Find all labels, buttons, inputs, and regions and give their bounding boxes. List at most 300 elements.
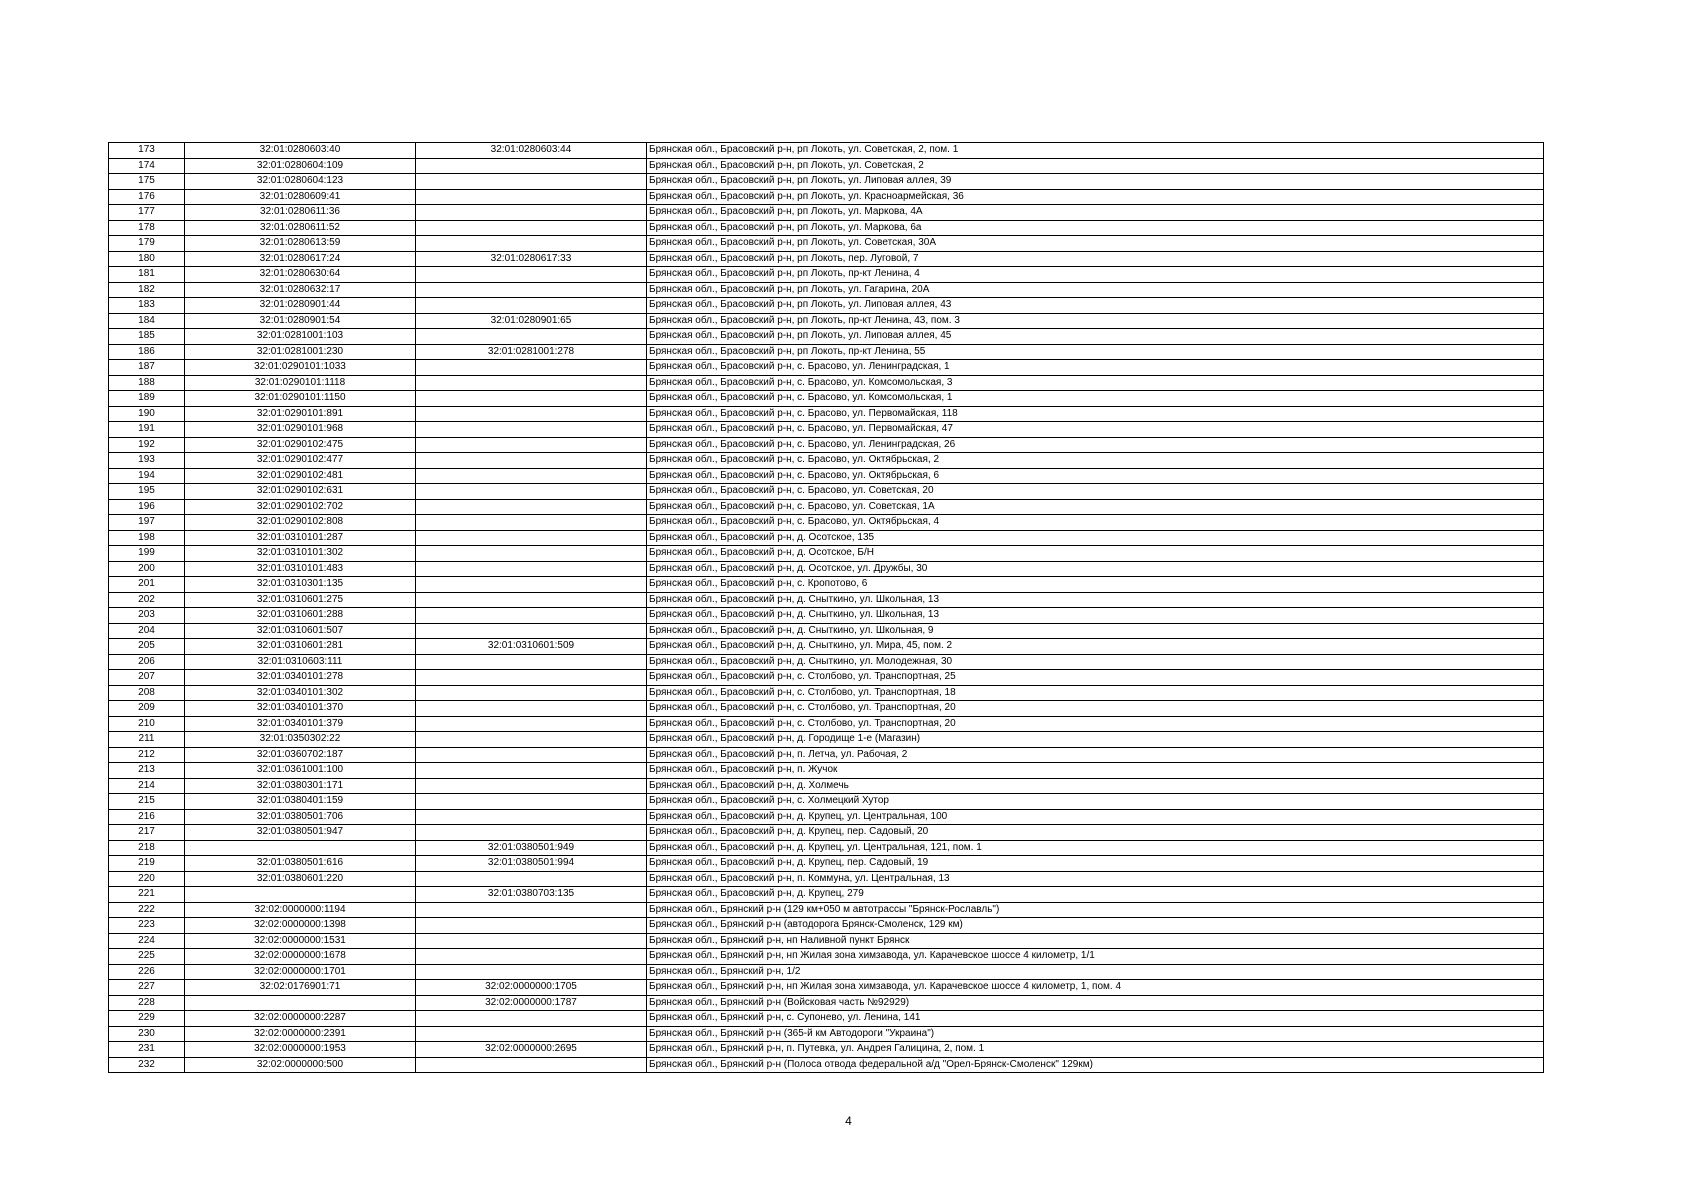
property-register-table <box>108 142 1544 1073</box>
address-cell: Брянская обл., Брянский р-н, нп Жилая зона химзавода, ул. Карачевское шоссе 4 километр, 1, пом. 4 <box>647 980 1544 996</box>
row-number-cell: 190 <box>109 406 185 422</box>
table-row <box>109 902 1544 918</box>
linked-cadastral-number-cell <box>416 608 647 624</box>
cadastral-number-cell: 32:01:0380301:171 <box>185 778 416 794</box>
table-row <box>109 763 1544 779</box>
cadastral-number-cell: 32:01:0280604:123 <box>185 174 416 190</box>
linked-cadastral-number-cell <box>416 623 647 639</box>
table-row <box>109 980 1544 996</box>
address-cell: Брянская обл., Брасовский р-н, с. Брасово, ул. Ленинградская, 1 <box>647 360 1544 376</box>
linked-cadastral-number-cell <box>416 282 647 298</box>
table-row <box>109 189 1544 205</box>
row-number-cell: 194 <box>109 468 185 484</box>
cadastral-number-cell: 32:01:0280609:41 <box>185 189 416 205</box>
linked-cadastral-number-cell: 32:01:0280603:44 <box>416 143 647 159</box>
cadastral-number-cell: 32:01:0290101:1150 <box>185 391 416 407</box>
row-number-cell: 185 <box>109 329 185 345</box>
cadastral-number-cell: 32:01:0310603:111 <box>185 654 416 670</box>
cadastral-number-cell: 32:01:0280613:59 <box>185 236 416 252</box>
cadastral-number-cell: 32:01:0310101:302 <box>185 546 416 562</box>
address-cell: Брянская обл., Брянский р-н, п. Путевка, ул. Андрея Галицина, 2, пом. 1 <box>647 1042 1544 1058</box>
table-row <box>109 546 1544 562</box>
address-cell: Брянская обл., Брасовский р-н, с. Столбово, ул. Транспортная, 20 <box>647 716 1544 732</box>
cadastral-number-cell: 32:02:0000000:1701 <box>185 964 416 980</box>
linked-cadastral-number-cell <box>416 902 647 918</box>
row-number-cell: 181 <box>109 267 185 283</box>
linked-cadastral-number-cell <box>416 747 647 763</box>
address-cell: Брянская обл., Брасовский р-н, д. Крупец, 279 <box>647 887 1544 903</box>
table-row <box>109 964 1544 980</box>
address-cell: Брянская обл., Брасовский р-н, рп Локоть, ул. Советская, 30А <box>647 236 1544 252</box>
linked-cadastral-number-cell <box>416 685 647 701</box>
cadastral-number-cell: 32:02:0176901:71 <box>185 980 416 996</box>
cadastral-number-cell <box>185 840 416 856</box>
row-number-cell: 177 <box>109 205 185 221</box>
table-row <box>109 701 1544 717</box>
row-number-cell: 203 <box>109 608 185 624</box>
table-row <box>109 1057 1544 1073</box>
address-cell: Брянская обл., Брянский р-н, нп Наливной пункт Брянск <box>647 933 1544 949</box>
linked-cadastral-number-cell <box>416 654 647 670</box>
linked-cadastral-number-cell <box>416 546 647 562</box>
cadastral-number-cell: 32:01:0380401:159 <box>185 794 416 810</box>
linked-cadastral-number-cell <box>416 763 647 779</box>
row-number-cell: 210 <box>109 716 185 732</box>
linked-cadastral-number-cell <box>416 794 647 810</box>
row-number-cell: 182 <box>109 282 185 298</box>
row-number-cell: 188 <box>109 375 185 391</box>
row-number-cell: 201 <box>109 577 185 593</box>
table-row <box>109 344 1544 360</box>
linked-cadastral-number-cell <box>416 205 647 221</box>
table-row <box>109 856 1544 872</box>
address-cell: Брянская обл., Брасовский р-н, п. Коммуна, ул. Центральная, 13 <box>647 871 1544 887</box>
address-cell: Брянская обл., Брасовский р-н, с. Брасово, ул. Первомайская, 118 <box>647 406 1544 422</box>
linked-cadastral-number-cell <box>416 825 647 841</box>
linked-cadastral-number-cell: 32:01:0281001:278 <box>416 344 647 360</box>
address-cell: Брянская обл., Брасовский р-н, п. Летча, ул. Рабочая, 2 <box>647 747 1544 763</box>
cadastral-number-cell: 32:02:0000000:2287 <box>185 1011 416 1027</box>
linked-cadastral-number-cell <box>416 592 647 608</box>
linked-cadastral-number-cell <box>416 189 647 205</box>
linked-cadastral-number-cell <box>416 329 647 345</box>
linked-cadastral-number-cell <box>416 716 647 732</box>
cadastral-number-cell: 32:01:0380501:616 <box>185 856 416 872</box>
table-row <box>109 220 1544 236</box>
linked-cadastral-number-cell <box>416 933 647 949</box>
cadastral-number-cell: 32:01:0280901:44 <box>185 298 416 314</box>
table-row <box>109 1042 1544 1058</box>
row-number-cell: 216 <box>109 809 185 825</box>
cadastral-number-cell: 32:01:0280632:17 <box>185 282 416 298</box>
row-number-cell: 228 <box>109 995 185 1011</box>
table-row <box>109 608 1544 624</box>
cadastral-number-cell: 32:01:0340101:370 <box>185 701 416 717</box>
cadastral-number-cell: 32:01:0310301:135 <box>185 577 416 593</box>
row-number-cell: 217 <box>109 825 185 841</box>
row-number-cell: 221 <box>109 887 185 903</box>
cadastral-number-cell: 32:02:0000000:1398 <box>185 918 416 934</box>
row-number-cell: 232 <box>109 1057 185 1073</box>
row-number-cell: 187 <box>109 360 185 376</box>
address-cell: Брянская обл., Брасовский р-н, д. Сныткино, ул. Школьная, 9 <box>647 623 1544 639</box>
table-row <box>109 1026 1544 1042</box>
address-cell: Брянская обл., Брасовский р-н, д. Крупец, пер. Садовый, 20 <box>647 825 1544 841</box>
cadastral-number-cell: 32:01:0361001:100 <box>185 763 416 779</box>
table-row <box>109 670 1544 686</box>
table-row <box>109 468 1544 484</box>
row-number-cell: 175 <box>109 174 185 190</box>
linked-cadastral-number-cell: 32:02:0000000:2695 <box>416 1042 647 1058</box>
cadastral-number-cell: 32:01:0310601:507 <box>185 623 416 639</box>
linked-cadastral-number-cell <box>416 515 647 531</box>
table-row <box>109 778 1544 794</box>
address-cell: Брянская обл., Брасовский р-н, д. Сныткино, ул. Школьная, 13 <box>647 592 1544 608</box>
row-number-cell: 208 <box>109 685 185 701</box>
linked-cadastral-number-cell <box>416 375 647 391</box>
cadastral-number-cell: 32:01:0290102:702 <box>185 499 416 515</box>
cadastral-number-cell: 32:01:0280611:52 <box>185 220 416 236</box>
linked-cadastral-number-cell: 32:01:0280617:33 <box>416 251 647 267</box>
cadastral-number-cell: 32:01:0290101:968 <box>185 422 416 438</box>
linked-cadastral-number-cell <box>416 453 647 469</box>
address-cell: Брянская обл., Брасовский р-н, рп Локоть, ул. Маркова, 6а <box>647 220 1544 236</box>
table-row <box>109 453 1544 469</box>
row-number-cell: 219 <box>109 856 185 872</box>
table-row <box>109 592 1544 608</box>
cadastral-number-cell: 32:01:0380501:706 <box>185 809 416 825</box>
cadastral-number-cell: 32:01:0280604:109 <box>185 158 416 174</box>
cadastral-number-cell: 32:01:0290101:1033 <box>185 360 416 376</box>
linked-cadastral-number-cell <box>416 964 647 980</box>
table-row <box>109 158 1544 174</box>
table-row <box>109 484 1544 500</box>
linked-cadastral-number-cell <box>416 949 647 965</box>
address-cell: Брянская обл., Брасовский р-н, рп Локоть, ул. Маркова, 4А <box>647 205 1544 221</box>
address-cell: Брянская обл., Брасовский р-н, рп Локоть, ул. Советская, 2, пом. 1 <box>647 143 1544 159</box>
page-number: 4 <box>845 1114 852 1128</box>
row-number-cell: 192 <box>109 437 185 453</box>
cadastral-number-cell: 32:01:0280901:54 <box>185 313 416 329</box>
cadastral-number-cell <box>185 887 416 903</box>
linked-cadastral-number-cell <box>416 530 647 546</box>
row-number-cell: 198 <box>109 530 185 546</box>
row-number-cell: 173 <box>109 143 185 159</box>
cadastral-number-cell: 32:01:0290101:891 <box>185 406 416 422</box>
row-number-cell: 176 <box>109 189 185 205</box>
row-number-cell: 206 <box>109 654 185 670</box>
linked-cadastral-number-cell <box>416 778 647 794</box>
row-number-cell: 179 <box>109 236 185 252</box>
cadastral-number-cell: 32:02:0000000:1953 <box>185 1042 416 1058</box>
address-cell: Брянская обл., Брасовский р-н, рп Локоть, пр-кт Ленина, 55 <box>647 344 1544 360</box>
table-row <box>109 422 1544 438</box>
cadastral-number-cell: 32:01:0380601:220 <box>185 871 416 887</box>
linked-cadastral-number-cell <box>416 1011 647 1027</box>
linked-cadastral-number-cell <box>416 391 647 407</box>
table-row <box>109 437 1544 453</box>
address-cell: Брянская обл., Брянский р-н (Полоса отвода федеральной а/д "Орел-Брянск-Смоленск" 129км) <box>647 1057 1544 1073</box>
address-cell: Брянская обл., Брасовский р-н, п. Жучок <box>647 763 1544 779</box>
row-number-cell: 212 <box>109 747 185 763</box>
table-row <box>109 871 1544 887</box>
cadastral-number-cell: 32:02:0000000:1194 <box>185 902 416 918</box>
row-number-cell: 191 <box>109 422 185 438</box>
cadastral-number-cell: 32:01:0290102:808 <box>185 515 416 531</box>
cadastral-number-cell: 32:01:0310601:288 <box>185 608 416 624</box>
address-cell: Брянская обл., Брянский р-н (129 км+050 м автотрассы "Брянск-Рославль") <box>647 902 1544 918</box>
row-number-cell: 196 <box>109 499 185 515</box>
row-number-cell: 205 <box>109 639 185 655</box>
row-number-cell: 178 <box>109 220 185 236</box>
address-cell: Брянская обл., Брасовский р-н, с. Столбово, ул. Транспортная, 25 <box>647 670 1544 686</box>
table-row <box>109 716 1544 732</box>
table-row <box>109 577 1544 593</box>
cadastral-number-cell: 32:01:0340101:379 <box>185 716 416 732</box>
linked-cadastral-number-cell <box>416 918 647 934</box>
linked-cadastral-number-cell <box>416 484 647 500</box>
address-cell: Брянская обл., Брасовский р-н, д. Сныткино, ул. Молодежная, 30 <box>647 654 1544 670</box>
row-number-cell: 204 <box>109 623 185 639</box>
cadastral-number-cell: 32:01:0290102:477 <box>185 453 416 469</box>
table-row <box>109 391 1544 407</box>
address-cell: Брянская обл., Брасовский р-н, рп Локоть, пр-кт Ленина, 4 <box>647 267 1544 283</box>
cadastral-number-cell <box>185 995 416 1011</box>
row-number-cell: 220 <box>109 871 185 887</box>
linked-cadastral-number-cell: 32:01:0380501:949 <box>416 840 647 856</box>
row-number-cell: 214 <box>109 778 185 794</box>
table-row <box>109 267 1544 283</box>
address-cell: Брянская обл., Брасовский р-н, рп Локоть, ул. Липовая аллея, 45 <box>647 329 1544 345</box>
address-cell: Брянская обл., Брасовский р-н, с. Столбово, ул. Транспортная, 20 <box>647 701 1544 717</box>
table-row <box>109 561 1544 577</box>
row-number-cell: 211 <box>109 732 185 748</box>
cadastral-number-cell: 32:02:0000000:500 <box>185 1057 416 1073</box>
table-row <box>109 639 1544 655</box>
table-row <box>109 949 1544 965</box>
table-row <box>109 174 1544 190</box>
linked-cadastral-number-cell: 32:01:0380703:135 <box>416 887 647 903</box>
cadastral-number-cell: 32:01:0380501:947 <box>185 825 416 841</box>
row-number-cell: 180 <box>109 251 185 267</box>
address-cell: Брянская обл., Брасовский р-н, д. Холмечь <box>647 778 1544 794</box>
row-number-cell: 207 <box>109 670 185 686</box>
cadastral-number-cell: 32:01:0290102:631 <box>185 484 416 500</box>
table-row <box>109 623 1544 639</box>
table-row <box>109 1011 1544 1027</box>
linked-cadastral-number-cell <box>416 422 647 438</box>
table-row <box>109 825 1544 841</box>
row-number-cell: 226 <box>109 964 185 980</box>
cadastral-number-cell: 32:01:0290101:1118 <box>185 375 416 391</box>
cadastral-number-cell: 32:02:0000000:2391 <box>185 1026 416 1042</box>
address-cell: Брянская обл., Брасовский р-н, с. Брасово, ул. Комсомольская, 3 <box>647 375 1544 391</box>
table-row <box>109 329 1544 345</box>
table-row <box>109 918 1544 934</box>
table-row <box>109 313 1544 329</box>
table-row <box>109 654 1544 670</box>
linked-cadastral-number-cell <box>416 174 647 190</box>
row-number-cell: 184 <box>109 313 185 329</box>
linked-cadastral-number-cell <box>416 499 647 515</box>
table-row <box>109 515 1544 531</box>
row-number-cell: 213 <box>109 763 185 779</box>
address-cell: Брянская обл., Брасовский р-н, рп Локоть, пер. Луговой, 7 <box>647 251 1544 267</box>
linked-cadastral-number-cell: 32:02:0000000:1787 <box>416 995 647 1011</box>
linked-cadastral-number-cell <box>416 732 647 748</box>
linked-cadastral-number-cell <box>416 437 647 453</box>
table-row <box>109 375 1544 391</box>
address-cell: Брянская обл., Брасовский р-н, с. Брасово, ул. Октябрьская, 2 <box>647 453 1544 469</box>
address-cell: Брянская обл., Брянский р-н, с. Супонево, ул. Ленина, 141 <box>647 1011 1544 1027</box>
address-cell: Брянская обл., Брасовский р-н, д. Осотское, Б/Н <box>647 546 1544 562</box>
cadastral-number-cell: 32:01:0281001:230 <box>185 344 416 360</box>
address-cell: Брянская обл., Брасовский р-н, рп Локоть, ул. Советская, 2 <box>647 158 1544 174</box>
cadastral-number-cell: 32:01:0310601:275 <box>185 592 416 608</box>
row-number-cell: 193 <box>109 453 185 469</box>
address-cell: Брянская обл., Брасовский р-н, с. Столбово, ул. Транспортная, 18 <box>647 685 1544 701</box>
table-row <box>109 995 1544 1011</box>
table-row <box>109 406 1544 422</box>
table-row <box>109 794 1544 810</box>
linked-cadastral-number-cell <box>416 1057 647 1073</box>
cadastral-number-cell: 32:01:0340101:278 <box>185 670 416 686</box>
cadastral-number-cell: 32:01:0280630:64 <box>185 267 416 283</box>
cadastral-number-cell: 32:01:0310101:483 <box>185 561 416 577</box>
address-cell: Брянская обл., Брасовский р-н, д. Крупец, пер. Садовый, 19 <box>647 856 1544 872</box>
table-row <box>109 143 1544 159</box>
linked-cadastral-number-cell <box>416 267 647 283</box>
row-number-cell: 225 <box>109 949 185 965</box>
cadastral-number-cell: 32:01:0280617:24 <box>185 251 416 267</box>
address-cell: Брянская обл., Брасовский р-н, с. Брасово, ул. Ленинградская, 26 <box>647 437 1544 453</box>
row-number-cell: 231 <box>109 1042 185 1058</box>
row-number-cell: 183 <box>109 298 185 314</box>
address-cell: Брянская обл., Брасовский р-н, с. Брасово, ул. Октябрьская, 4 <box>647 515 1544 531</box>
linked-cadastral-number-cell <box>416 701 647 717</box>
linked-cadastral-number-cell: 32:01:0280901:65 <box>416 313 647 329</box>
cadastral-number-cell: 32:01:0290102:475 <box>185 437 416 453</box>
table-row <box>109 205 1544 221</box>
address-cell: Брянская обл., Брасовский р-н, с. Кропотово, 6 <box>647 577 1544 593</box>
address-cell: Брянская обл., Брянский р-н (365-й км Автодороги "Украина") <box>647 1026 1544 1042</box>
linked-cadastral-number-cell <box>416 577 647 593</box>
address-cell: Брянская обл., Брасовский р-н, рп Локоть, ул. Липовая аллея, 43 <box>647 298 1544 314</box>
address-cell: Брянская обл., Брасовский р-н, д. Осотское, ул. Дружбы, 30 <box>647 561 1544 577</box>
address-cell: Брянская обл., Брасовский р-н, с. Брасово, ул. Советская, 20 <box>647 484 1544 500</box>
row-number-cell: 200 <box>109 561 185 577</box>
table-row <box>109 360 1544 376</box>
address-cell: Брянская обл., Брянский р-н, 1/2 <box>647 964 1544 980</box>
address-cell: Брянская обл., Брасовский р-н, д. Крупец, ул. Центральная, 121, пом. 1 <box>647 840 1544 856</box>
linked-cadastral-number-cell <box>416 468 647 484</box>
table-row <box>109 282 1544 298</box>
table-row <box>109 236 1544 252</box>
linked-cadastral-number-cell <box>416 871 647 887</box>
cadastral-number-cell: 32:01:0360702:187 <box>185 747 416 763</box>
cadastral-number-cell: 32:01:0310601:281 <box>185 639 416 655</box>
table-row <box>109 840 1544 856</box>
row-number-cell: 209 <box>109 701 185 717</box>
table-row <box>109 499 1544 515</box>
address-cell: Брянская обл., Брасовский р-н, д. Сныткино, ул. Школьная, 13 <box>647 608 1544 624</box>
linked-cadastral-number-cell: 32:02:0000000:1705 <box>416 980 647 996</box>
linked-cadastral-number-cell <box>416 406 647 422</box>
linked-cadastral-number-cell: 32:01:0380501:994 <box>416 856 647 872</box>
address-cell: Брянская обл., Брасовский р-н, с. Брасово, ул. Октябрьская, 6 <box>647 468 1544 484</box>
row-number-cell: 218 <box>109 840 185 856</box>
table-row <box>109 809 1544 825</box>
address-cell: Брянская обл., Брасовский р-н, д. Сныткино, ул. Мира, 45, пом. 2 <box>647 639 1544 655</box>
table-row <box>109 251 1544 267</box>
address-cell: Брянская обл., Брасовский р-н, с. Брасово, ул. Советская, 1А <box>647 499 1544 515</box>
linked-cadastral-number-cell <box>416 158 647 174</box>
linked-cadastral-number-cell <box>416 561 647 577</box>
row-number-cell: 215 <box>109 794 185 810</box>
row-number-cell: 199 <box>109 546 185 562</box>
linked-cadastral-number-cell <box>416 236 647 252</box>
address-cell: Брянская обл., Брасовский р-н, с. Брасово, ул. Первомайская, 47 <box>647 422 1544 438</box>
row-number-cell: 189 <box>109 391 185 407</box>
table-row <box>109 530 1544 546</box>
table-row <box>109 685 1544 701</box>
address-cell: Брянская обл., Брасовский р-н, с. Холмецкий Хутор <box>647 794 1544 810</box>
linked-cadastral-number-cell <box>416 1026 647 1042</box>
address-cell: Брянская обл., Брасовский р-н, рп Локоть, ул. Липовая аллея, 39 <box>647 174 1544 190</box>
address-cell: Брянская обл., Брасовский р-н, д. Осотское, 135 <box>647 530 1544 546</box>
table-row <box>109 933 1544 949</box>
table-row <box>109 887 1544 903</box>
address-cell: Брянская обл., Брасовский р-н, с. Брасово, ул. Комсомольская, 1 <box>647 391 1544 407</box>
table-row <box>109 298 1544 314</box>
row-number-cell: 230 <box>109 1026 185 1042</box>
table-row <box>109 747 1544 763</box>
cadastral-number-cell: 32:01:0281001:103 <box>185 329 416 345</box>
cadastral-number-cell: 32:02:0000000:1531 <box>185 933 416 949</box>
row-number-cell: 174 <box>109 158 185 174</box>
linked-cadastral-number-cell <box>416 670 647 686</box>
cadastral-number-cell: 32:01:0280611:36 <box>185 205 416 221</box>
row-number-cell: 229 <box>109 1011 185 1027</box>
linked-cadastral-number-cell: 32:01:0310601:509 <box>416 639 647 655</box>
linked-cadastral-number-cell <box>416 809 647 825</box>
cadastral-number-cell: 32:01:0310101:287 <box>185 530 416 546</box>
row-number-cell: 224 <box>109 933 185 949</box>
row-number-cell: 195 <box>109 484 185 500</box>
linked-cadastral-number-cell <box>416 360 647 376</box>
address-cell: Брянская обл., Брасовский р-н, д. Крупец, ул. Центральная, 100 <box>647 809 1544 825</box>
address-cell: Брянская обл., Брянский р-н (Войсковая часть №92929) <box>647 995 1544 1011</box>
linked-cadastral-number-cell <box>416 298 647 314</box>
cadastral-number-cell: 32:01:0340101:302 <box>185 685 416 701</box>
cadastral-number-cell: 32:01:0280603:40 <box>185 143 416 159</box>
register-body <box>109 143 1544 1073</box>
address-cell: Брянская обл., Брянский р-н (автодорога Брянск-Смоленск, 129 км) <box>647 918 1544 934</box>
address-cell: Брянская обл., Брасовский р-н, рп Локоть, ул. Гагарина, 20А <box>647 282 1544 298</box>
table-row <box>109 732 1544 748</box>
address-cell: Брянская обл., Брянский р-н, нп Жилая зона химзавода, ул. Карачевское шоссе 4 километр, 1/1 <box>647 949 1544 965</box>
row-number-cell: 186 <box>109 344 185 360</box>
cadastral-number-cell: 32:02:0000000:1678 <box>185 949 416 965</box>
row-number-cell: 223 <box>109 918 185 934</box>
row-number-cell: 197 <box>109 515 185 531</box>
address-cell: Брянская обл., Брасовский р-н, рп Локоть, ул. Красноармейская, 36 <box>647 189 1544 205</box>
row-number-cell: 202 <box>109 592 185 608</box>
row-number-cell: 227 <box>109 980 185 996</box>
address-cell: Брянская обл., Брасовский р-н, д. Городище 1-е (Магазин) <box>647 732 1544 748</box>
row-number-cell: 222 <box>109 902 185 918</box>
linked-cadastral-number-cell <box>416 220 647 236</box>
